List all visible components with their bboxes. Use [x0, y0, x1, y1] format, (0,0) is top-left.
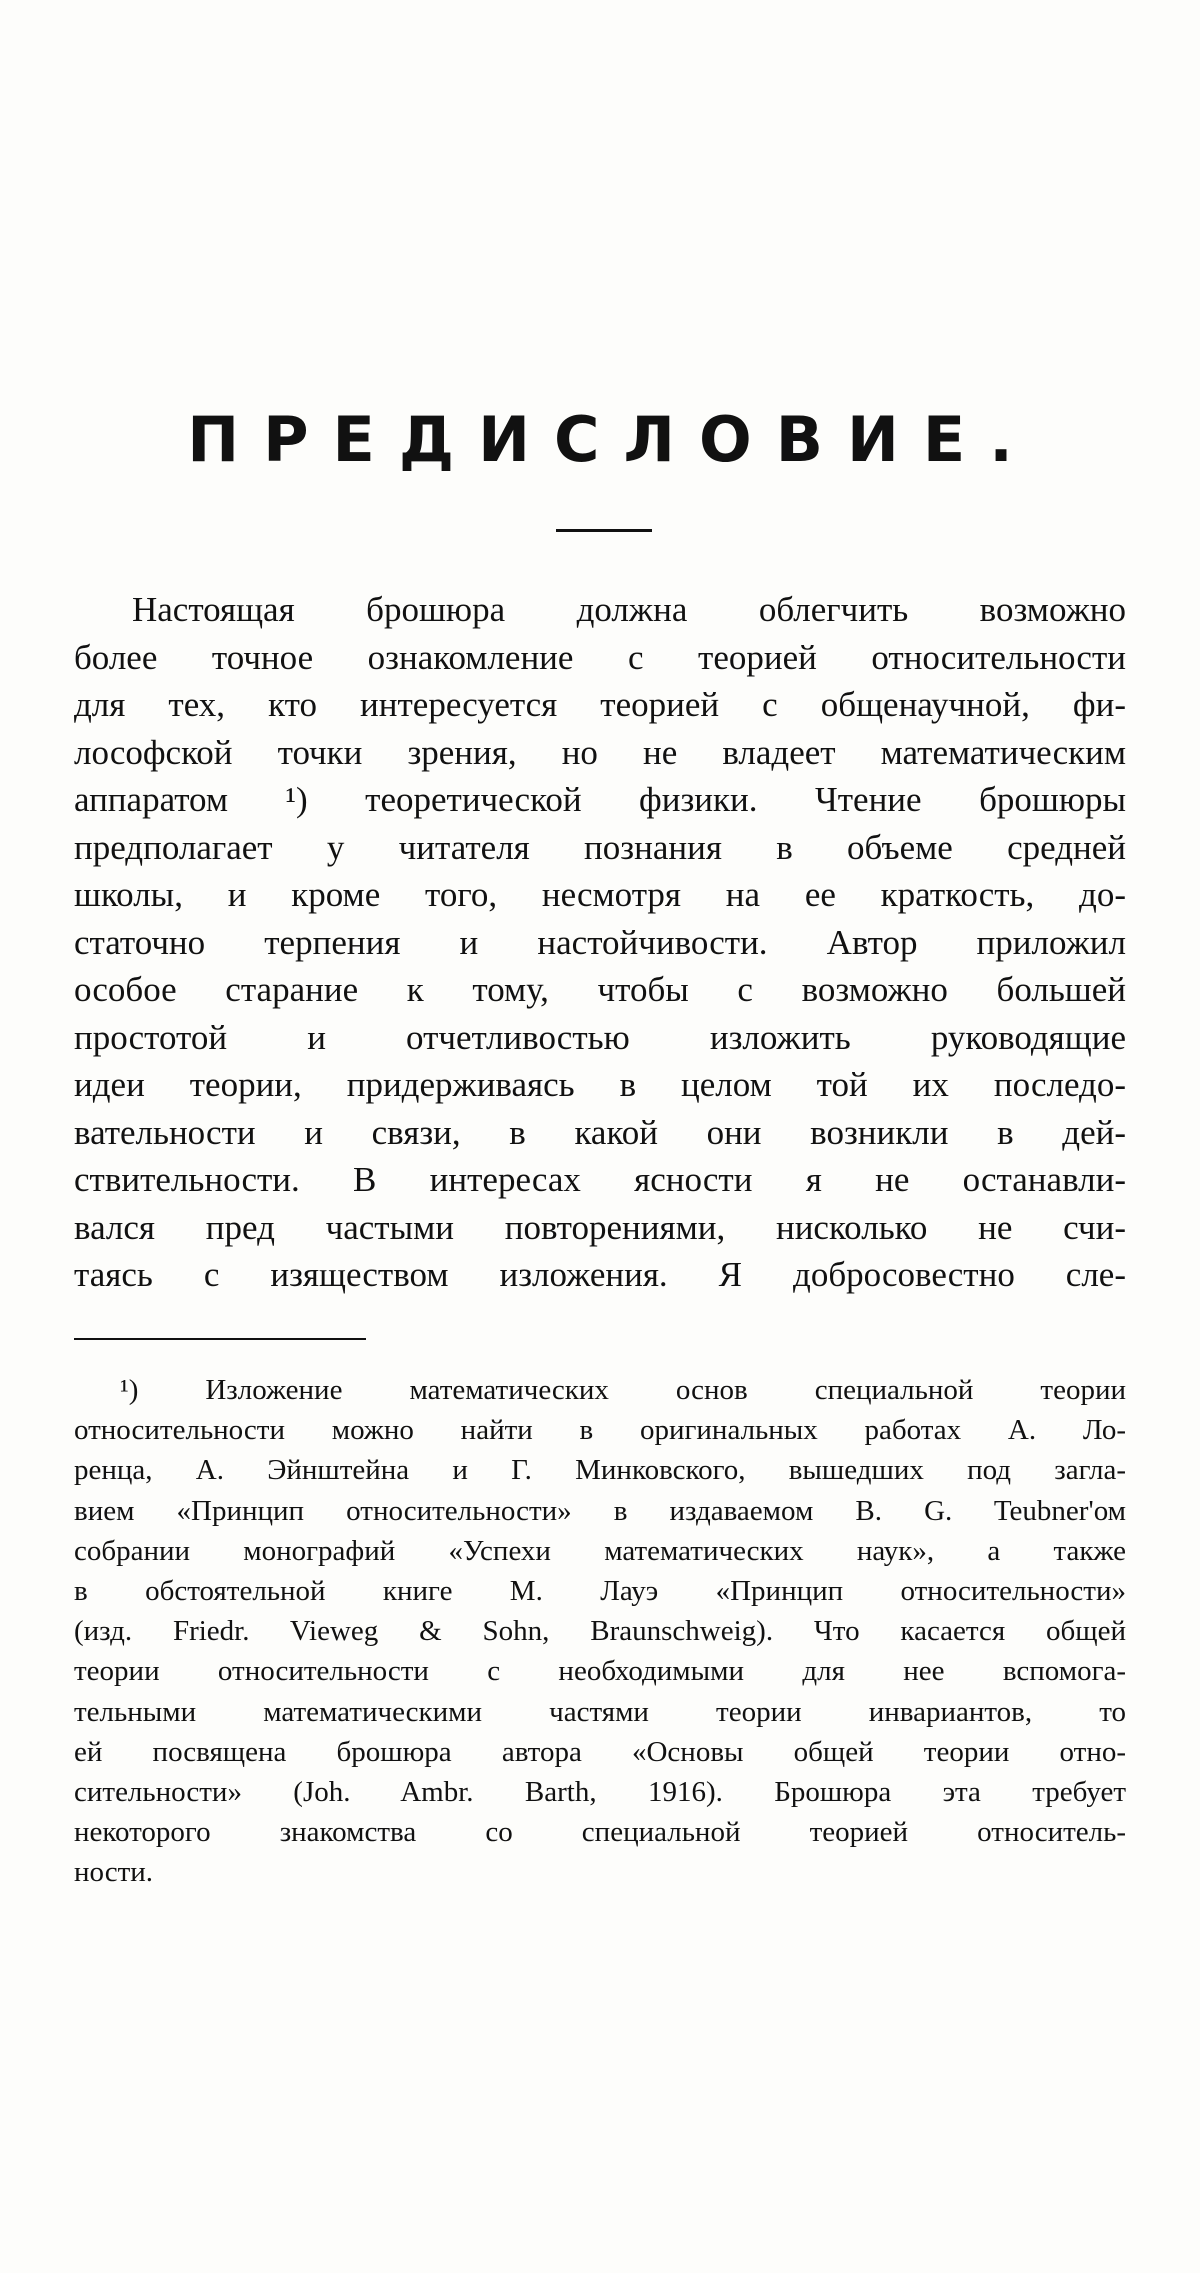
footnote-line: ности. [74, 1856, 154, 1889]
body-line: особое старание к тому, чтобы с возможно большей [74, 970, 1126, 1009]
body-line: аппаратом ¹) теоретической физики. Чтение брошюры [74, 780, 1126, 819]
footnote-line: относительности можно найти в оригинальных работах А. Ло- [74, 1414, 1126, 1447]
body-line: более точное ознакомление с теорией относительности [74, 637, 1126, 677]
body-line: школы, и кроме того, несмотря на ее краткость, до- [74, 875, 1126, 914]
footnote-line: теории относительности с необходимыми для нее вспомога- [74, 1655, 1126, 1688]
page-title: ПРЕДИСЛОВИЕ. [187, 403, 1037, 476]
footnote-line: в обстоятельной книге М. Лауэ «Принцип относительности» [74, 1574, 1126, 1607]
body-line: лософской точки зрения, но не владеет математическим [74, 732, 1126, 772]
footnote-line: собрании монографий «Успехи математических наук», а также [74, 1534, 1126, 1567]
footnote-line: ей посвящена брошюра автора «Основы общей теории отно- [74, 1735, 1126, 1768]
preface-body [74, 586, 1126, 1299]
body-line: для тех, кто интересуется теорией с общенаучной, фи- [74, 685, 1126, 724]
body-line: вался пред частыми повторениями, нисколько не счи- [74, 1207, 1126, 1247]
footnote-line: сительности» (Joh. Ambr. Barth, 1916). Брошюра эта требует [74, 1775, 1126, 1808]
body-line: предполагает у читателя познания в объеме средней [74, 827, 1126, 867]
body-line: простотой и отчетливостью изложить руководящие [74, 1017, 1126, 1057]
footnote-line: тельными математическими частями теории инвариантов, то [74, 1695, 1126, 1728]
body-line: идеи теории, придерживаясь в целом той их последо- [74, 1065, 1126, 1104]
body-line: таясь с изяществом изложения. Я добросовестно сле- [74, 1255, 1126, 1294]
footnote-line: ¹) Изложение математических основ специальной теории [120, 1374, 1126, 1406]
footnote-line: некоторого знакомства со специальной теорией относитель- [74, 1816, 1126, 1849]
body-line: ствительности. В интересах ясности я не останавли- [74, 1160, 1126, 1199]
footnote-separator [74, 1338, 366, 1340]
body-line: статочно терпения и настойчивости. Автор приложил [74, 922, 1126, 962]
footnote [74, 1370, 1126, 1892]
body-line: вательности и связи, в какой они возникли в дей- [74, 1112, 1126, 1152]
footnote-line: ренца, А. Эйнштейна и Г. Минковского, вышедших под загла- [74, 1454, 1126, 1487]
title-rule [556, 529, 652, 532]
footnote-line: вием «Принцип относительности» в издаваемом B. G. Teubner'ом [74, 1494, 1126, 1527]
body-line: Настоящая брошюра должна облегчить возможно [132, 590, 1126, 629]
footnote-line: (изд. Friedr. Vieweg & Sohn, Braunschweig). Что касается общей [74, 1615, 1126, 1648]
